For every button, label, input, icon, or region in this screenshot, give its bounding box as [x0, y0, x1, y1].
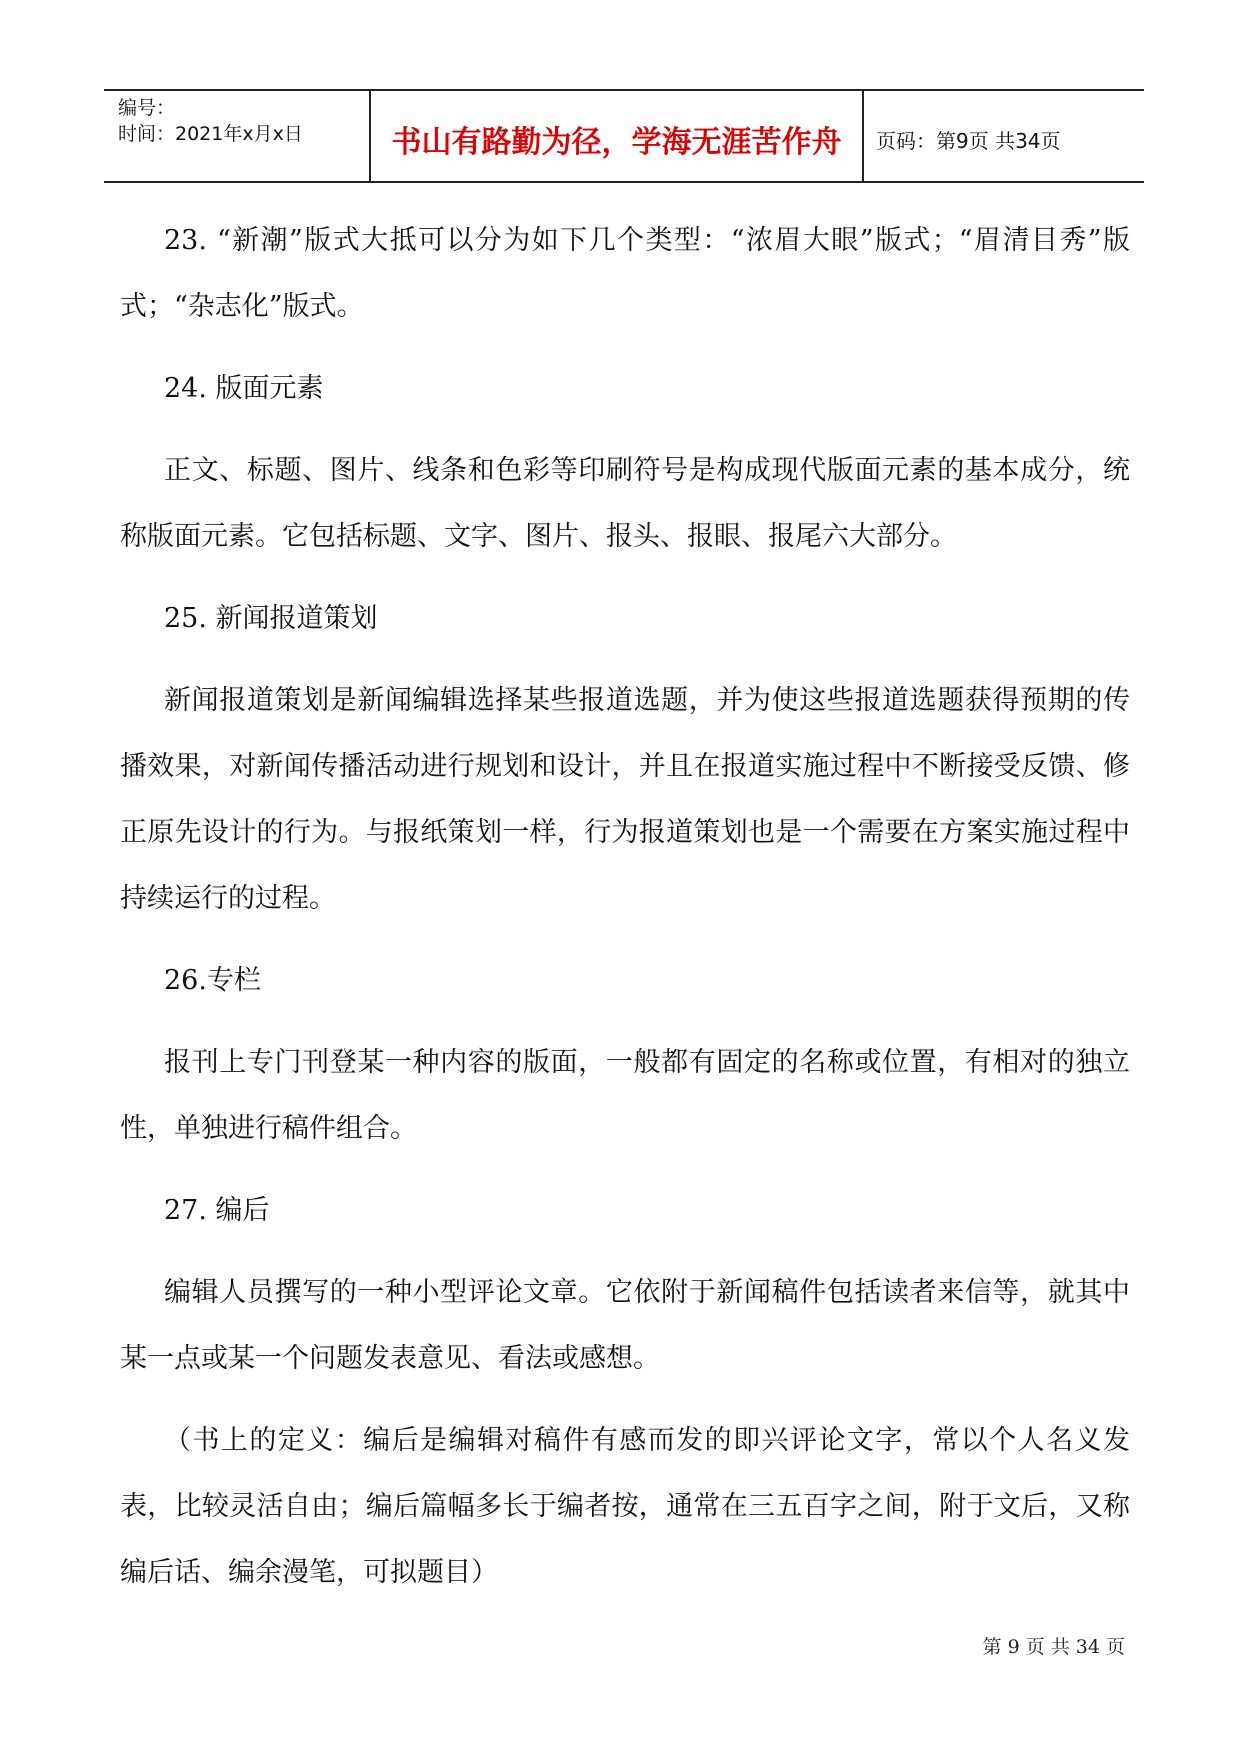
- page-header: [104, 89, 1144, 183]
- paragraph-27-note: （书上的定义：编后是编辑对稿件有感而发的即兴评论文字，常以个人名义发表，比较灵活自由；编后篇幅多长于编者按，通常在三五百字之间，附于文后，又称编后话、编余漫笔，可拟题目）: [120, 1425, 1130, 1588]
- paragraph-27-body: 编辑人员撰写的一种小型评论文章。它依附于新闻稿件包括读者来信等，就其中 某一点或某一个问题发表意见、看法或感想。: [120, 1277, 1130, 1374]
- heading-24: 24. 版面元素: [164, 373, 324, 404]
- serial-number-label: 编号：: [118, 97, 176, 119]
- paragraph-24-body: 正文、标题、图片、线条和色彩等印刷符号是构成现代版面元素的基本成分，统称版面元素。它包括标题、文字、图片、报头、报眼、报尾六大部分。: [120, 455, 1130, 552]
- heading-25: 25. 新闻报道策划: [164, 603, 378, 634]
- paragraph-26-body: 报刊上专门刊登某一种内容的版面，一般都有固定的名称或位置，有相对的独立性，单独进行稿件组合。: [120, 1047, 1130, 1144]
- page-code: 页码：第9页 共34页: [876, 129, 1061, 153]
- heading-27: 27. 编后: [164, 1195, 270, 1226]
- document-body: [120, 208, 1130, 1622]
- heading-26: 26.专栏: [164, 965, 261, 996]
- header-motto-cell: [369, 91, 864, 181]
- page-footer: 第 9 页 共 34 页: [982, 1636, 1125, 1658]
- header-page-cell: [864, 91, 1144, 181]
- paragraph-23: 23. “新潮”版式大抵可以分为如下几个类型：“浓眉大眼”版式；“眉清目秀”版式；“杂志化”版式。: [120, 225, 1130, 322]
- paragraph-25-body: 新闻报道策划是新闻编辑选择某些报道选题，并为使这些报道选题获得预期的传播效果，对新闻传播活动进行规划和设计，并且在报道实施过程中不断接受反馈、修正原先设计的行为。与报纸策划一样，行为报道策划也是一个需要在方案实施过程中持续运行的过程。: [120, 685, 1130, 914]
- motto: 书山有路勤为径，学海无涯苦作舟: [391, 125, 842, 160]
- header-meta: [104, 91, 369, 181]
- time-label: 时间：2021年x月x日: [118, 123, 303, 145]
